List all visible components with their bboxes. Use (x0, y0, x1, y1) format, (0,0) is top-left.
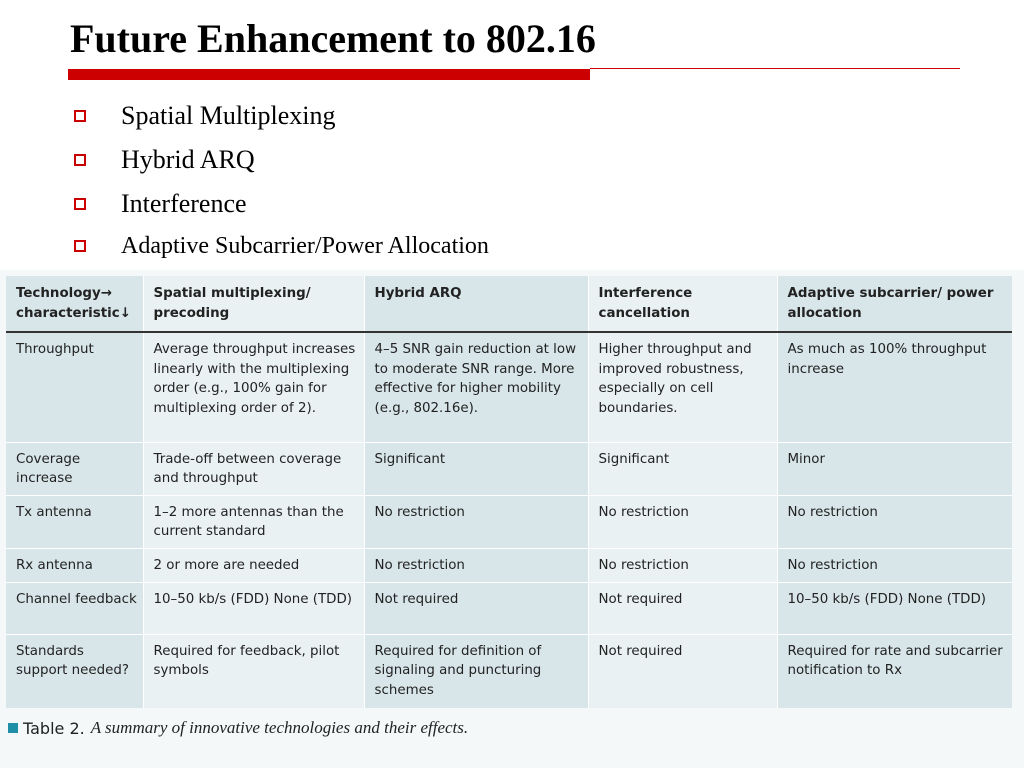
table-caption (8, 718, 468, 738)
caption-label: Table 2. (23, 718, 85, 738)
table-header-row (6, 276, 1012, 332)
table-cell: 4–5 SNR gain reduction at low to moderate SNR range. More effective for higher mobility (e.g., 802.16e). (364, 332, 588, 442)
table-cell: No restriction (777, 495, 1012, 548)
table-cell: 10–50 kb/s (FDD) None (TDD) (777, 582, 1012, 634)
table-cell: No restriction (364, 548, 588, 582)
hollow-square-icon (74, 240, 86, 252)
table-row (6, 548, 1012, 582)
table-cell: Not required (588, 582, 777, 634)
hollow-square-icon (74, 198, 86, 210)
table-cell: Not required (364, 582, 588, 634)
bullet-text: Adaptive Subcarrier/Power Allocation (121, 232, 489, 259)
header-adaptive: Adaptive subcarrier/ power allocation (777, 276, 1012, 332)
table-row (6, 582, 1012, 634)
table-row (6, 442, 1012, 495)
caption-square-icon (8, 723, 18, 733)
table-cell: Minor (777, 442, 1012, 495)
table-cell: 10–50 kb/s (FDD) None (TDD) (143, 582, 364, 634)
title-underline-thin (590, 68, 960, 69)
bullet-item-interference (74, 182, 489, 226)
table-row (6, 634, 1012, 708)
hollow-square-icon (74, 110, 86, 122)
table-cell: Significant (588, 442, 777, 495)
bullet-item-adaptive-allocation (74, 226, 489, 266)
table-row (6, 332, 1012, 442)
summary-table (6, 276, 1012, 708)
table-row (6, 495, 1012, 548)
hollow-square-icon (74, 154, 86, 166)
table-cell: Required for feedback, pilot symbols (143, 634, 364, 708)
header-technology: Technology→ characteristic↓ (6, 276, 143, 332)
table-cell: Channel feedback (6, 582, 143, 634)
bullet-item-spatial-multiplexing (74, 94, 489, 138)
table-cell: Trade-off between coverage and throughput (143, 442, 364, 495)
table-cell: 2 or more are needed (143, 548, 364, 582)
slide-title: Future Enhancement to 802.16 (70, 16, 596, 61)
table-cell: Tx antenna (6, 495, 143, 548)
table-cell: Not required (588, 634, 777, 708)
table-cell: Significant (364, 442, 588, 495)
table-cell: No restriction (588, 495, 777, 548)
header-hybrid-arq: Hybrid ARQ (364, 276, 588, 332)
bullet-text: Spatial Multiplexing (121, 101, 336, 130)
table-cell: No restriction (364, 495, 588, 548)
table-cell: No restriction (777, 548, 1012, 582)
caption-text: A summary of innovative technologies and their effects. (90, 718, 469, 737)
bullet-text: Interference (121, 189, 247, 218)
table-cell: No restriction (588, 548, 777, 582)
bullet-item-hybrid-arq (74, 138, 489, 182)
table-cell: Coverage increase (6, 442, 143, 495)
bullet-list (74, 94, 489, 266)
title-underline-thick (68, 69, 590, 80)
table-cell: Rx antenna (6, 548, 143, 582)
table-cell: Throughput (6, 332, 143, 442)
table-cell: As much as 100% throughput increase (777, 332, 1012, 442)
table-cell: Average throughput increases linearly with the multiplexing order (e.g., 100% gain for multiplexing order of 2). (143, 332, 364, 442)
table-cell: Required for rate and subcarrier notification to Rx (777, 634, 1012, 708)
header-interference: Interference cancellation (588, 276, 777, 332)
table-cell: 1–2 more antennas than the current standard (143, 495, 364, 548)
table-cell: Higher throughput and improved robustness, especially on cell boundaries. (588, 332, 777, 442)
header-spatial-multiplexing: Spatial multiplexing/ precoding (143, 276, 364, 332)
table-cell: Standards support needed? (6, 634, 143, 708)
table-cell: Required for definition of signaling and puncturing schemes (364, 634, 588, 708)
bullet-text: Hybrid ARQ (121, 145, 255, 174)
